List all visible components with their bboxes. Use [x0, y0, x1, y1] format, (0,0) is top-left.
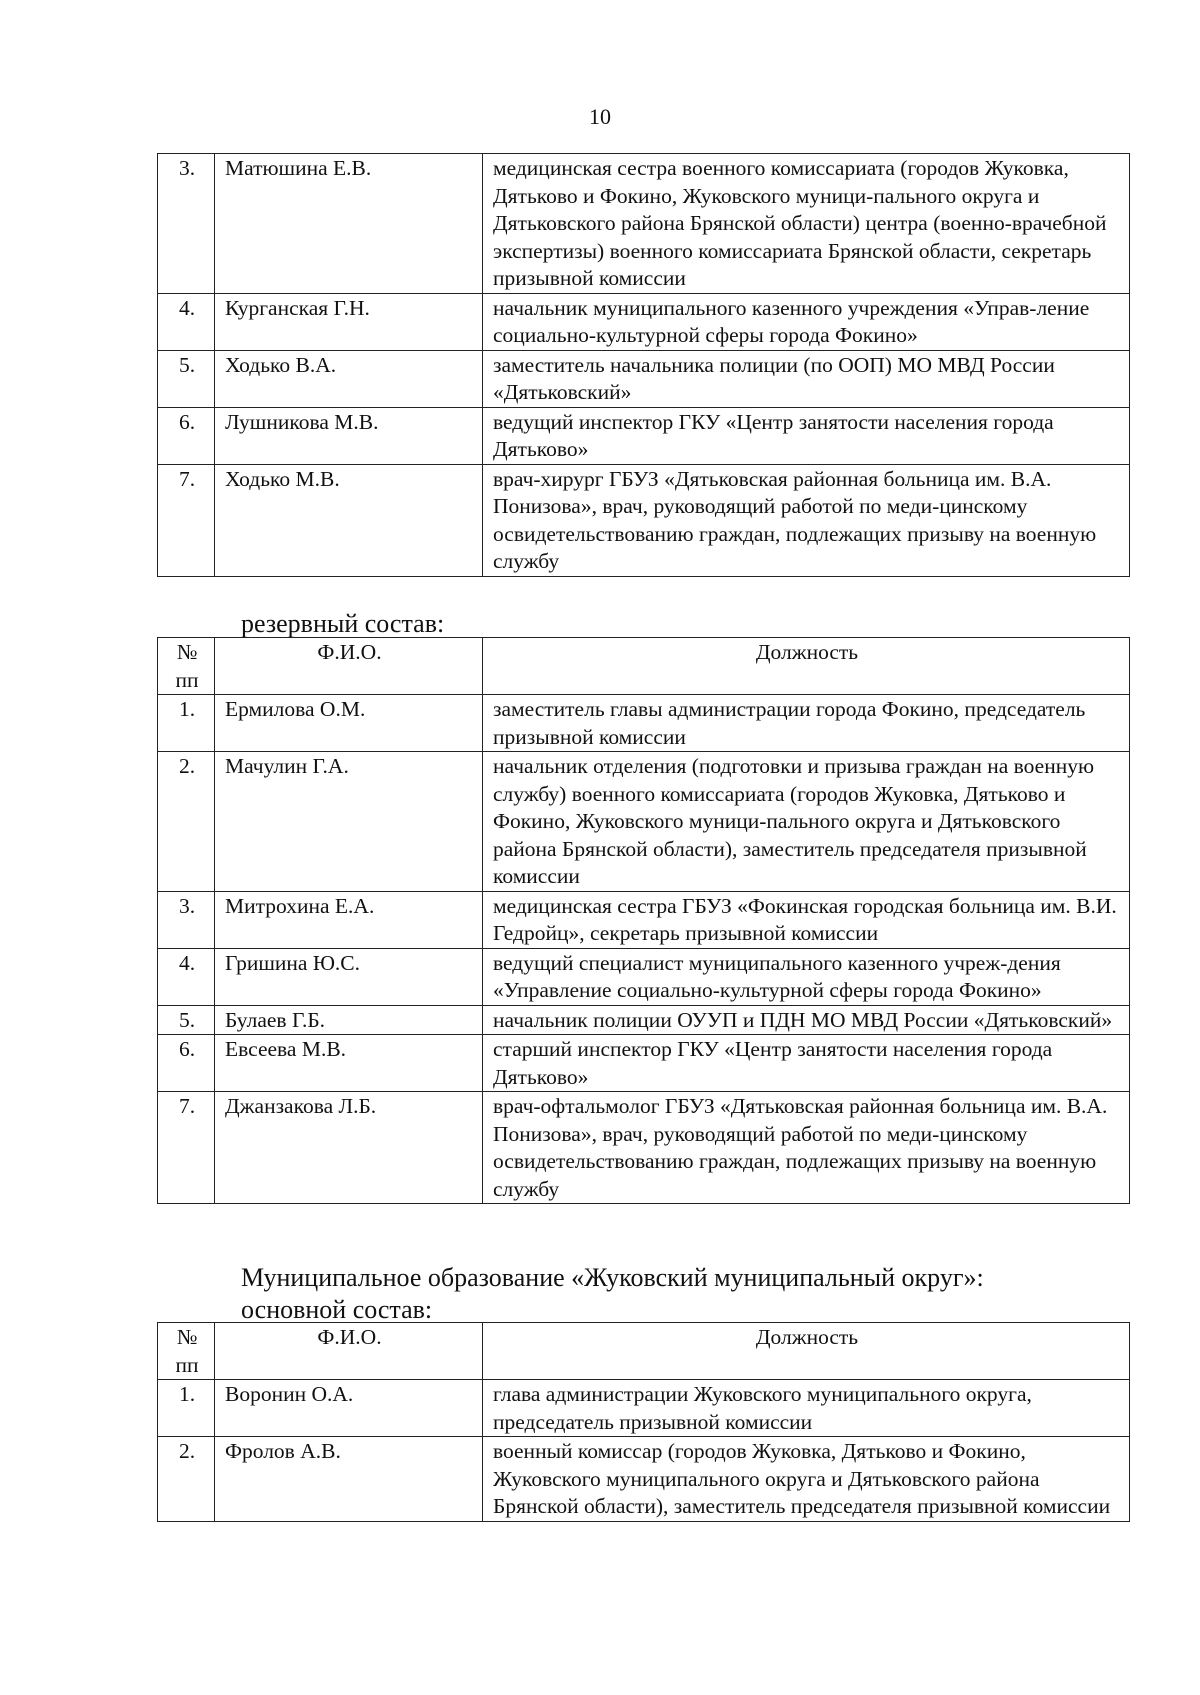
row-number: 7.: [158, 464, 215, 576]
row-name: Митрохина Е.А.: [215, 891, 483, 948]
row-position: начальник отделения (подготовки и призыва граждан на военную службу) военного комиссариата (городов Жуковка, Дятьково и Фокино, Жуковского муници-пального округа и Дятьковского района Брянской области), заместитель председателя призывной комиссии: [483, 752, 1130, 892]
row-number: 2.: [158, 752, 215, 892]
table-header-row: [158, 1323, 1130, 1380]
table-header-row: [158, 638, 1130, 695]
row-name: Гришина Ю.С.: [215, 948, 483, 1005]
table-row: [158, 891, 1130, 948]
row-number: 4.: [158, 948, 215, 1005]
table-row: [158, 1035, 1130, 1092]
reserve-caption: резервный состав:: [241, 609, 445, 638]
row-name: Курганская Г.Н.: [215, 293, 483, 350]
row-position: ведущий инспектор ГКУ «Центр занятости населения города Дятьково»: [483, 407, 1130, 464]
main-composition-caption: основной состав:: [241, 1295, 433, 1324]
table-row: [158, 1380, 1130, 1437]
row-name: Воронин О.А.: [215, 1380, 483, 1437]
row-number: 3.: [158, 891, 215, 948]
row-name: Евсеева М.В.: [215, 1035, 483, 1092]
table-reserve: [157, 637, 1130, 1204]
row-number: 6.: [158, 407, 215, 464]
table-row: [158, 1092, 1130, 1204]
row-name: Матюшина Е.В.: [215, 154, 483, 294]
row-position: заместитель главы администрации города Фокино, председатель призывной комиссии: [483, 695, 1130, 752]
row-position: врач-офтальмолог ГБУЗ «Дятьковская районная больница им. В.А. Понизова», врач, руководящий работой по меди-цинскому освидетельствованию граждан, подлежащих призыву на военную службу: [483, 1092, 1130, 1204]
row-number: 1.: [158, 695, 215, 752]
row-name: Булаев Г.Б.: [215, 1005, 483, 1035]
table-row: [158, 154, 1130, 294]
row-number: 1.: [158, 1380, 215, 1437]
row-number: 5.: [158, 350, 215, 407]
row-position: старший инспектор ГКУ «Центр занятости населения города Дятьково»: [483, 1035, 1130, 1092]
row-number: 5.: [158, 1005, 215, 1035]
municipality-caption: Муниципальное образование «Жуковский муниципальный округ»:: [241, 1263, 984, 1292]
row-name: Джанзакова Л.Б.: [215, 1092, 483, 1204]
row-name: Ермилова О.М.: [215, 695, 483, 752]
table-row: [158, 1005, 1130, 1035]
row-number: 3.: [158, 154, 215, 294]
page-number: 10: [589, 104, 611, 129]
row-number: 4.: [158, 293, 215, 350]
row-position: ведущий специалист муниципального казенного учреж-дения «Управление социально-культурной сферы города Фокино»: [483, 948, 1130, 1005]
row-position: начальник муниципального казенного учреждения «Управ-ление социально-культурной сферы города Фокино»: [483, 293, 1130, 350]
header-position: Должность: [483, 638, 1130, 695]
table-row: [158, 407, 1130, 464]
row-name: Фролов А.В.: [215, 1437, 483, 1522]
row-position: военный комиссар (городов Жуковка, Дятьково и Фокино, Жуковского муниципального округа и Дятьковского района Брянской области), заместитель председателя призывной комиссии: [483, 1437, 1130, 1522]
table-row: [158, 464, 1130, 576]
row-position: глава администрации Жуковского муниципального округа, председатель призывной комиссии: [483, 1380, 1130, 1437]
table-main-continued: [157, 153, 1130, 577]
row-number: 2.: [158, 1437, 215, 1522]
row-position: заместитель начальника полиции (по ООП) МО МВД России «Дятьковский»: [483, 350, 1130, 407]
row-name: Ходько М.В.: [215, 464, 483, 576]
header-position: Должность: [483, 1323, 1130, 1380]
row-number: 6.: [158, 1035, 215, 1092]
table-row: [158, 1437, 1130, 1522]
row-position: начальник полиции ОУУП и ПДН МО МВД России «Дятьковский»: [483, 1005, 1130, 1035]
row-name: Мачулин Г.А.: [215, 752, 483, 892]
row-name: Ходько В.А.: [215, 350, 483, 407]
table-row: [158, 350, 1130, 407]
row-name: Лушникова М.В.: [215, 407, 483, 464]
row-position: врач-хирург ГБУЗ «Дятьковская районная больница им. В.А. Понизова», врач, руководящий работой по меди-цинскому освидетельствованию граждан, подлежащих призыву на военную службу: [483, 464, 1130, 576]
row-position: медицинская сестра военного комиссариата (городов Жуковка, Дятьково и Фокино, Жуковского муници-пального округа и Дятьковского района Брянской области) центра (военно-врачебной экспертизы) военного комиссариата Брянской области, секретарь призывной комиссии: [483, 154, 1130, 294]
table-row: [158, 752, 1130, 892]
header-number: № пп: [158, 638, 215, 695]
header-name: Ф.И.О.: [215, 638, 483, 695]
table-row: [158, 695, 1130, 752]
row-number: 7.: [158, 1092, 215, 1204]
table-row: [158, 293, 1130, 350]
header-name: Ф.И.О.: [215, 1323, 483, 1380]
row-position: медицинская сестра ГБУЗ «Фокинская городская больница им. В.И. Гедройц», секретарь призывной комиссии: [483, 891, 1130, 948]
table-zhukovsky-main: [157, 1322, 1130, 1522]
header-number: № пп: [158, 1323, 215, 1380]
table-row: [158, 948, 1130, 1005]
